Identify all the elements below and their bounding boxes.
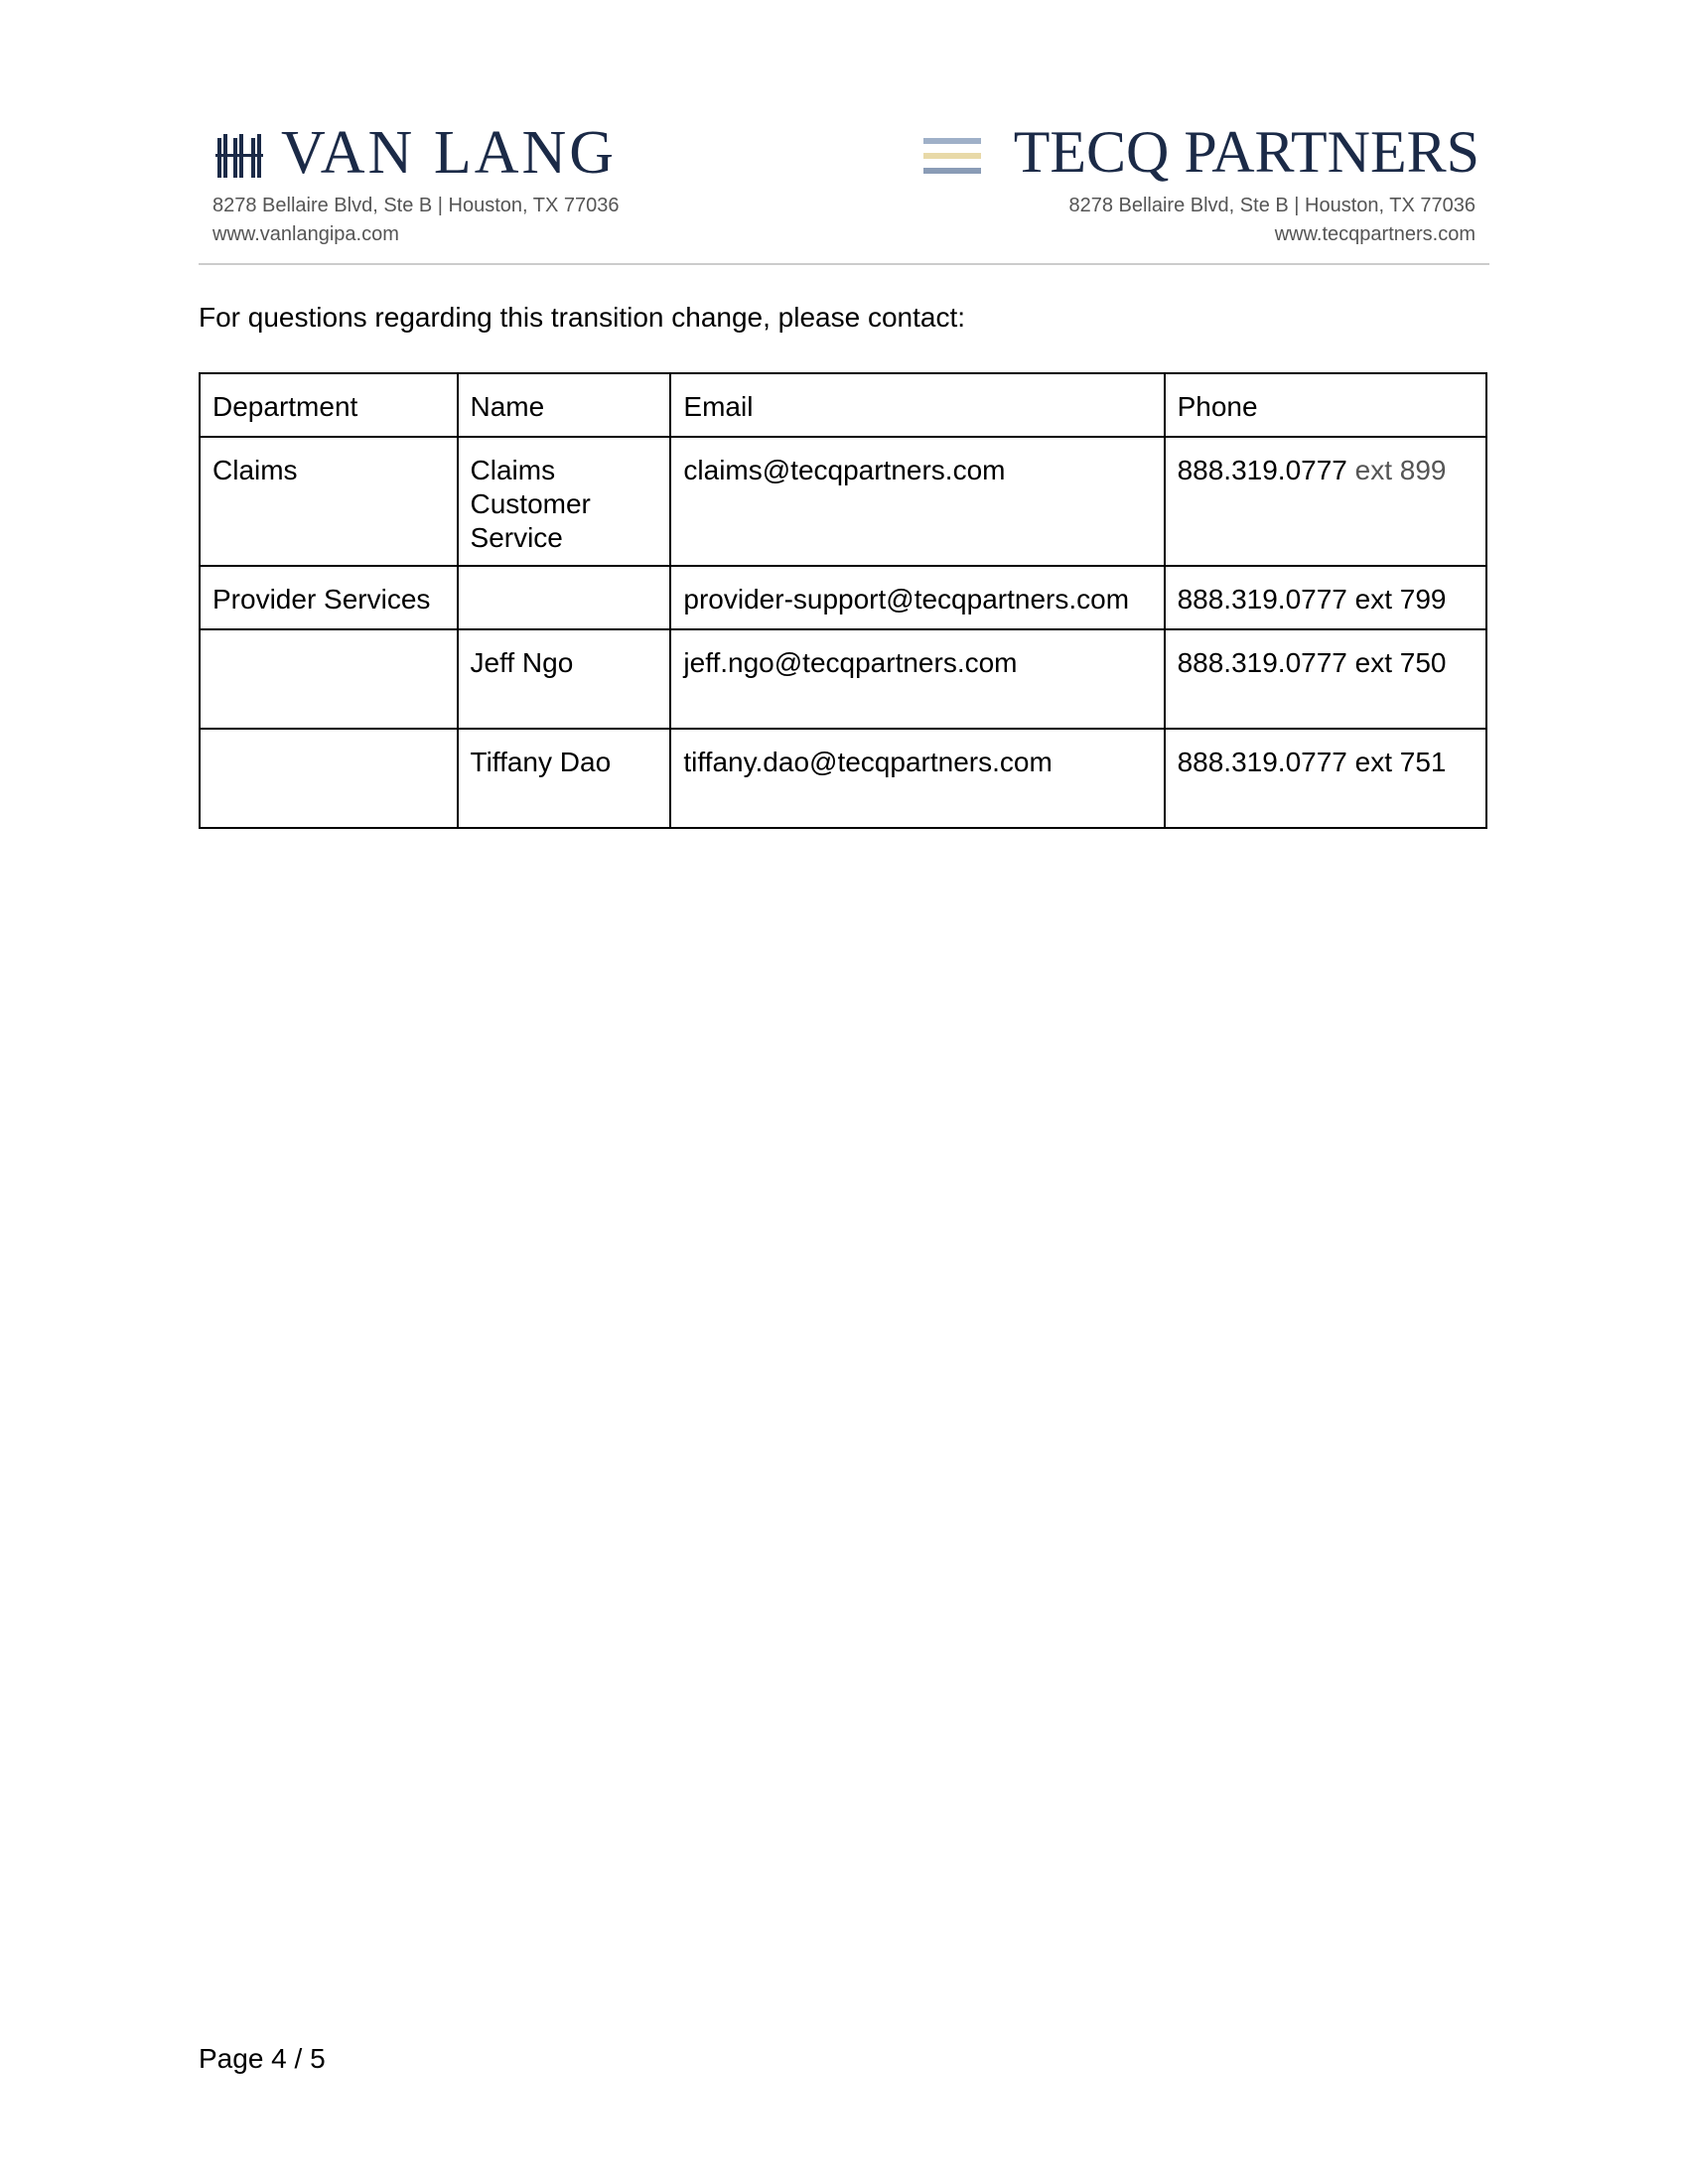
cell-email[interactable]: claims@tecqpartners.com (670, 437, 1164, 566)
header-divider (199, 263, 1489, 265)
contacts-table (199, 372, 1487, 829)
tecq-partners-stripes-icon (923, 132, 983, 180)
tecq-partners-contact (1068, 192, 1476, 249)
cell-name: Jeff Ngo (458, 629, 671, 729)
cell-email[interactable]: tiffany.dao@tecqpartners.com (670, 729, 1164, 828)
cell-department: Provider Services (200, 566, 458, 629)
van-lang-logo-icon (215, 132, 269, 180)
table-row (200, 729, 1486, 828)
cell-department (200, 629, 458, 729)
header-department: Department (200, 373, 458, 437)
van-lang-website[interactable]: www.vanlangipa.com (212, 223, 399, 245)
intro-text: For questions regarding this transition change, please contact: (199, 302, 966, 333)
tecq-partners-address: 8278 Bellaire Blvd, Ste B | Houston, TX 77036 (1068, 195, 1476, 216)
cell-phone: 888.319.0777 ext 799 (1165, 566, 1486, 629)
van-lang-contact (212, 192, 620, 249)
cell-name: Tiffany Dao (458, 729, 671, 828)
cell-email[interactable]: jeff.ngo@tecqpartners.com (670, 629, 1164, 729)
table-row (200, 437, 1486, 566)
tecq-partners-logo (923, 119, 1479, 190)
tecq-partners-website[interactable]: www.tecqpartners.com (1274, 223, 1476, 245)
phone-number: 888.319.0777 (1177, 455, 1347, 485)
van-lang-address: 8278 Bellaire Blvd, Ste B | Houston, TX 77036 (212, 195, 620, 216)
letterhead (199, 119, 1489, 273)
cell-phone: 888.319.0777 ext 750 (1165, 629, 1486, 729)
page-number: Page 4 / 5 (199, 2043, 326, 2074)
cell-name (458, 566, 671, 629)
table-row (200, 566, 1486, 629)
cell-phone (1165, 437, 1486, 566)
phone-extension: ext 899 (1354, 455, 1447, 485)
header-name: Name (458, 373, 671, 437)
table-row (200, 629, 1486, 729)
van-lang-brand: VAN LANG (281, 119, 618, 187)
cell-phone: 888.319.0777 ext 751 (1165, 729, 1486, 828)
header-phone: Phone (1165, 373, 1486, 437)
cell-name (458, 437, 671, 566)
cell-department (200, 729, 458, 828)
header-email: Email (670, 373, 1164, 437)
cell-department: Claims (200, 437, 458, 566)
cell-name-text: Claims Customer Service (470, 455, 591, 553)
tecq-partners-brand: TECQ PARTNERS (1013, 119, 1479, 185)
table-header-row (200, 373, 1486, 437)
cell-email[interactable]: provider-support@tecqpartners.com (670, 566, 1164, 629)
